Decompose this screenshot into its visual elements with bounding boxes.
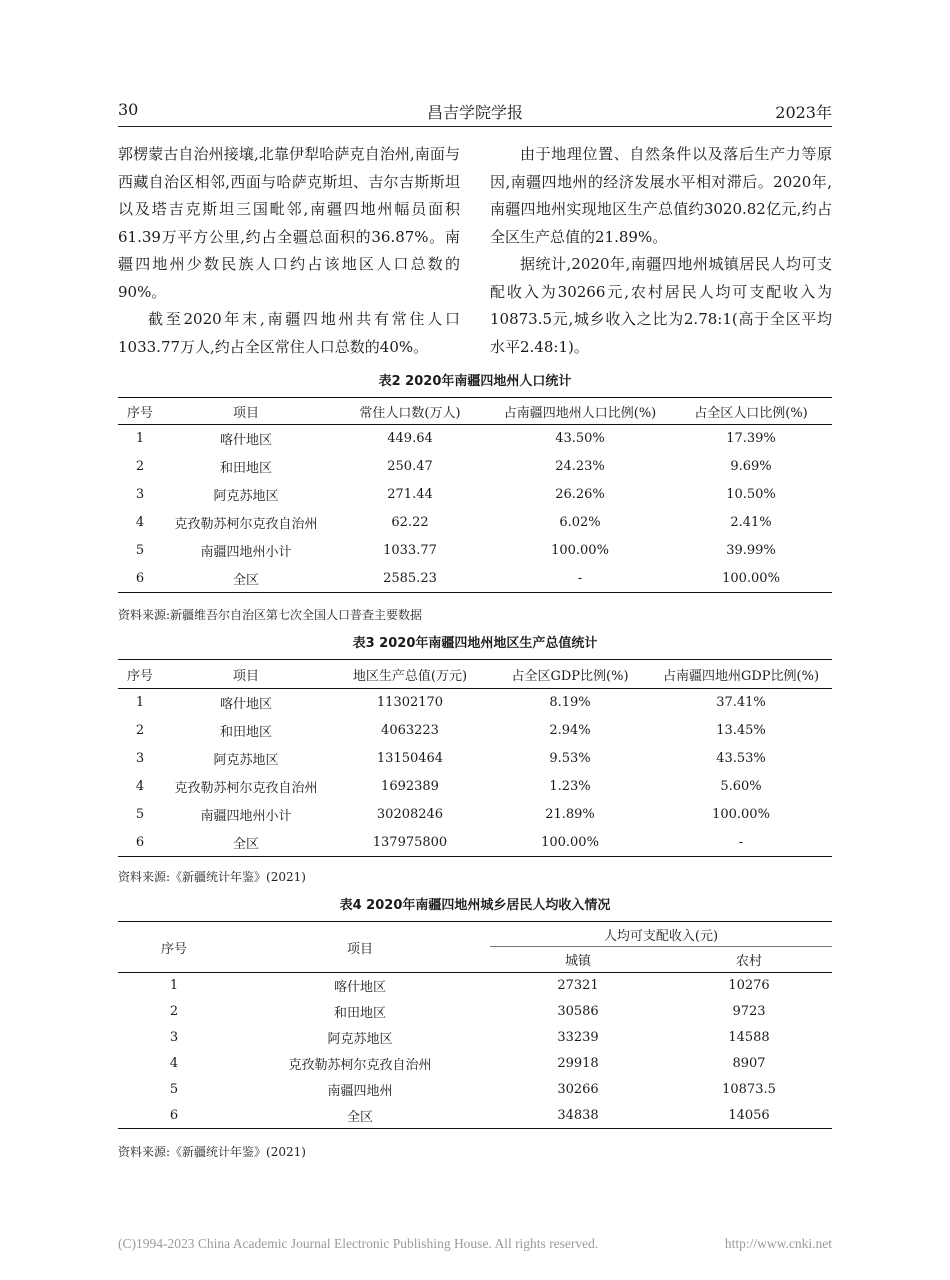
table-cell: 17.39% [726, 431, 776, 447]
table-row [118, 773, 832, 801]
table3-source: 资料来源:《新疆统计年鉴》(2021) [118, 870, 306, 884]
table-cell: 10.50% [726, 487, 776, 502]
table-cell: 4 [135, 779, 145, 794]
table3-body [118, 689, 832, 857]
table-row [118, 481, 832, 509]
table-cell: 5 [169, 1082, 179, 1097]
table2 [118, 397, 832, 593]
table-cell: 3 [169, 1030, 179, 1045]
table-cell: 阿克苏地区 [213, 489, 279, 504]
table-cell: 1 [169, 978, 179, 994]
table-cell: 29918 [557, 1056, 599, 1071]
table-cell: 39.99% [726, 543, 776, 558]
table4-source: 资料来源:《新疆统计年鉴》(2021) [118, 1145, 306, 1159]
table-cell: 4 [135, 515, 145, 530]
table-cell: 和田地区 [219, 461, 272, 476]
page-number: 30 [118, 100, 139, 119]
table-row [118, 537, 832, 565]
table-cell: 南疆四地州 [327, 1084, 393, 1099]
table-row [118, 1077, 832, 1103]
table3-header-row [118, 660, 832, 689]
table-row [118, 829, 832, 857]
table4-header-cell: 城镇 [564, 954, 591, 969]
issue-year: 2023年 [775, 103, 832, 122]
table-row [118, 1051, 832, 1077]
table-cell: 全区 [232, 836, 259, 852]
table-row [118, 509, 832, 537]
table-cell: 2.41% [730, 515, 772, 530]
table-cell: 250.47 [387, 459, 433, 474]
table-cell: 5 [135, 543, 145, 558]
table-cell: 9.69% [730, 459, 772, 474]
cnki-url: http://www.cnki.net [724, 1236, 832, 1251]
table-cell: 43.53% [716, 751, 766, 766]
table-cell: 南疆四地州小计 [200, 809, 292, 824]
table-cell: 6 [169, 1107, 179, 1123]
table-cell: 30208246 [376, 807, 444, 822]
table-cell: 34838 [557, 1107, 599, 1123]
table-cell: 1 [135, 431, 145, 447]
header-rule [118, 126, 832, 127]
table3-caption: 表3 2020年南疆四地州地区生产总值统计 [352, 636, 598, 651]
table-cell: 1033.77 [383, 543, 437, 558]
table3 [118, 659, 832, 857]
table2-header-cell: 常住人口数(万人) [359, 405, 461, 421]
table-cell: 6.02% [559, 515, 601, 530]
table-cell: 全区 [232, 572, 259, 588]
table3-header-cell: 项目 [232, 668, 259, 684]
table-cell: 阿克苏地区 [213, 753, 279, 768]
table-row [118, 801, 832, 829]
table-cell: 27321 [557, 978, 599, 994]
left-column [118, 141, 460, 361]
table-cell: 9723 [732, 1004, 766, 1019]
table-cell: 10873.5 [722, 1082, 776, 1097]
table-cell: 14056 [728, 1107, 770, 1123]
table-cell: 和田地区 [333, 1006, 386, 1021]
table-cell: 13.45% [716, 723, 766, 738]
table-cell: 10276 [728, 978, 770, 994]
table-row [118, 1025, 832, 1051]
table2-header-cell: 序号 [126, 405, 153, 421]
table-cell: 5 [135, 807, 145, 822]
table-cell: 3 [135, 751, 145, 766]
table-cell: 阿克苏地区 [327, 1032, 393, 1047]
table3-header-cell: 序号 [126, 668, 153, 684]
table4-header-cell: 项目 [230, 922, 490, 973]
table-row [118, 717, 832, 745]
table-cell: 2 [169, 1004, 179, 1019]
table4-body [118, 973, 832, 1129]
table3-header-cell: 占南疆四地州GDP比例(%) [662, 668, 820, 684]
table4-caption: 表4 2020年南疆四地州城乡居民人均收入情况 [339, 898, 611, 913]
left-paragraph-2: 截至2020年末,南疆四地州共有常住人口1033.77万人,约占全区常住人口总数的40%。 [118, 310, 460, 356]
table-cell: 喀什地区 [333, 980, 386, 996]
table-cell: 2 [135, 723, 145, 738]
table-cell: 100.00% [722, 570, 780, 586]
right-column [490, 141, 832, 361]
table-cell: 24.23% [555, 459, 605, 474]
table-cell: 30586 [557, 1004, 599, 1019]
table-cell: - [738, 834, 744, 850]
table-cell: 1.23% [549, 779, 591, 794]
left-paragraph-1: 郭楞蒙古自治州接壤,北靠伊犁哈萨克自治州,南面与西藏自治区相邻,西面与哈萨克斯坦、吉尔吉斯斯坦以及塔吉克斯坦三国毗邻,南疆四地州幅员面积61.39万平方公里,约占全疆总面积的36.87%。南疆四地州少数民族人口约占该地区人口总数的90%。 [118, 145, 460, 301]
table-cell: 30266 [557, 1082, 599, 1097]
table-cell: 喀什地区 [219, 433, 272, 449]
table-cell: 3 [135, 487, 145, 502]
table-row [118, 689, 832, 717]
table2-header-cell: 占南疆四地州人口比例(%) [503, 405, 657, 421]
table-cell: 南疆四地州小计 [200, 545, 292, 560]
table4-header-group: 人均可支配收入(元) [490, 922, 832, 947]
table-cell: 6 [135, 570, 145, 586]
table-cell: 和田地区 [219, 725, 272, 740]
table-cell: 4 [169, 1056, 179, 1071]
table-cell: 2.94% [549, 723, 591, 738]
table4-header-row [118, 922, 832, 947]
table-cell: 2 [135, 459, 145, 474]
table-cell: 100.00% [551, 543, 609, 558]
table-cell: 33239 [557, 1030, 599, 1045]
table2-body [118, 425, 832, 593]
table-row [118, 565, 832, 593]
table-cell: 8907 [732, 1056, 766, 1071]
table-row [118, 999, 832, 1025]
table-cell: 137975800 [372, 834, 448, 850]
journal-title: 昌吉学院学报 [426, 103, 523, 122]
table-cell: 1 [135, 695, 145, 711]
right-paragraph-2: 据统计,2020年,南疆四地州城镇居民人均可支配收入为30266元,农村居民人均可支配收入为10873.5元,城乡收入之比为2.78:1(高于全区平均水平2.48:1)。 [490, 255, 832, 356]
table-cell: 13150464 [376, 751, 444, 766]
table4 [118, 921, 832, 1129]
table4-header-cell: 序号 [118, 922, 230, 973]
table-cell: 26.26% [555, 487, 605, 502]
table-cell: 喀什地区 [219, 697, 272, 713]
table-cell: 62.22 [391, 515, 429, 530]
table2-header-row [118, 398, 832, 425]
table2-source: 资料来源:新疆维吾尔自治区第七次全国人口普查主要数据 [118, 608, 423, 622]
table-cell: 37.41% [716, 695, 766, 711]
table-cell: 6 [135, 834, 145, 850]
table-cell: 2585.23 [383, 570, 437, 586]
table2-caption: 表2 2020年南疆四地州人口统计 [378, 374, 572, 389]
table-cell: - [577, 570, 583, 586]
table-cell: 克孜勒苏柯尔克孜自治州 [288, 1058, 432, 1073]
table-cell: 100.00% [541, 834, 599, 850]
table2-header-cell: 项目 [232, 405, 259, 421]
table3-header-cell: 占全区GDP比例(%) [511, 668, 629, 684]
right-paragraph-1: 由于地理位置、自然条件以及落后生产力等原因,南疆四地州的经济发展水平相对滞后。2020年,南疆四地州实现地区生产总值约3020.82亿元,约占全区生产总值的21.89%。 [490, 145, 832, 246]
table-cell: 43.50% [555, 431, 605, 447]
table-row [118, 453, 832, 481]
copyright-text: (C)1994-2023 China Academic Journal Electronic Publishing House. All rights reserved. [118, 1236, 599, 1251]
table-cell: 全区 [346, 1109, 373, 1125]
copyright-footer [118, 1236, 832, 1252]
table-row [118, 745, 832, 773]
table-cell: 271.44 [387, 487, 433, 502]
table2-header-cell: 占全区人口比例(%) [694, 405, 808, 421]
table3-header-cell: 地区生产总值(万元) [352, 668, 468, 684]
table-cell: 克孜勒苏柯尔克孜自治州 [174, 517, 318, 532]
table-cell: 9.53% [549, 751, 591, 766]
table-cell: 21.89% [545, 807, 595, 822]
table-row [118, 973, 832, 999]
table-cell: 4063223 [381, 723, 439, 738]
table-row [118, 1103, 832, 1129]
table-cell: 5.60% [720, 779, 762, 794]
table-cell: 14588 [728, 1030, 770, 1045]
table-cell: 100.00% [712, 807, 770, 822]
table-cell: 11302170 [376, 695, 444, 711]
table-row [118, 425, 832, 453]
table-cell: 449.64 [387, 431, 433, 447]
table-cell: 8.19% [549, 695, 591, 711]
table-cell: 克孜勒苏柯尔克孜自治州 [174, 781, 318, 796]
table-cell: 1692389 [381, 779, 439, 794]
table4-header-cell: 农村 [735, 954, 762, 969]
